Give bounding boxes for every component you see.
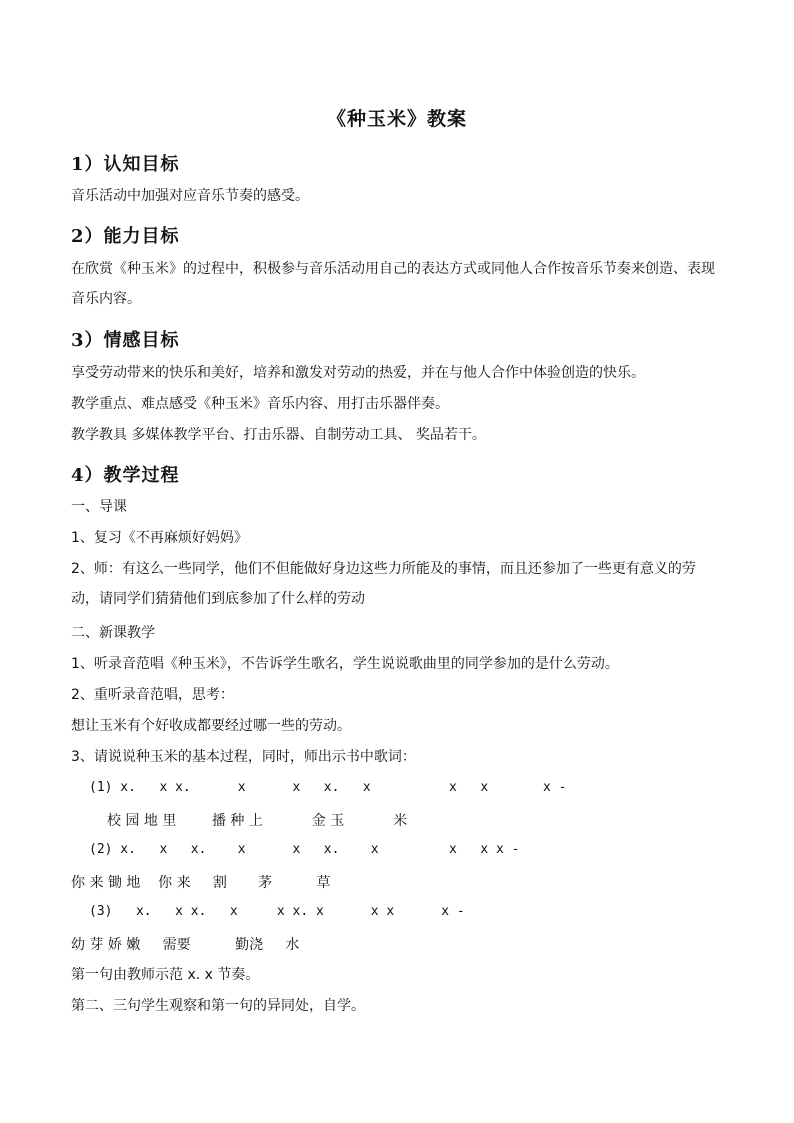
heading-teaching-process: 4）教学过程: [71, 465, 180, 486]
heading-cognitive-goal: 1）认知目标: [71, 154, 180, 175]
lyric-line-1: 校 园 地 里 播 种 上 金 玉 米: [107, 813, 408, 829]
document-title: 《种玉米》教案: [326, 108, 467, 130]
rhythm-line-3: (3) x. x x. x x x. x x x x -: [89, 904, 465, 919]
line-relisten: 2、重听录音范唱，思考：: [71, 687, 234, 703]
paragraph-emotion-goal: 享受劳动带来的快乐和美好，培养和激发对劳动的热爱，并在与他人合作中体验创造的快乐。: [71, 365, 645, 381]
paragraph-key-points: 教学重点、难点感受《种玉米》音乐内容、用打击乐器伴奏。: [71, 396, 449, 412]
lyric-line-2: 你 来 锄 地 你 来 割 茅 草: [71, 875, 331, 891]
line-listen: 1、听录音范唱《种玉米》，不告诉学生歌名，学生说说歌曲里的同学参加的是什么劳动。: [71, 656, 619, 672]
line-think: 想让玉米有个好收成都要经过哪一些的劳动。: [71, 718, 351, 734]
rhythm-line-2: (2) x. x x. x x x. x x x x -: [89, 842, 520, 857]
paragraph-ability-goal: 在欣赏《种玉米》的过程中，积极参与音乐活动用自己的表达方式或同他人合作按音乐节奏来创造、表现音乐内容。: [71, 261, 715, 307]
heading-ability-goal: 2）能力目标: [71, 226, 180, 247]
heading-emotion-goal: 3）情感目标: [71, 330, 180, 351]
line-new-lesson: 二、新课教学: [71, 625, 155, 641]
paragraph-cognitive-goal: 音乐活动中加强对应音乐节奏的感受。: [71, 188, 309, 204]
line-process: 3、请说说种玉米的基本过程，同时，师出示书中歌词：: [71, 749, 416, 765]
line-teacher-question: 2、师：有这么一些同学，他们不但能做好身边这些力所能及的事情，而且还参加了一些更有意义的劳动，请同学们猜猜他们到底参加了什么样的劳动: [71, 561, 696, 607]
line-review: 1、复习《不再麻烦好妈妈》: [71, 530, 248, 546]
line-self-study: 第二、三句学生观察和第一句的异同处，自学。: [71, 998, 365, 1014]
paragraph-teaching-aids: 教学教具 多媒体教学平台、打击乐器、自制劳动工具、 奖品若干。: [71, 427, 486, 443]
line-demo: 第一句由教师示范 x. x 节奏。: [71, 967, 260, 983]
lyric-line-3: 幼 芽 娇 嫩 需要 勤浇 水: [71, 937, 300, 953]
line-intro: 一、导课: [71, 499, 127, 515]
rhythm-line-1: (1) x. x x. x x x. x x x x -: [89, 780, 567, 795]
